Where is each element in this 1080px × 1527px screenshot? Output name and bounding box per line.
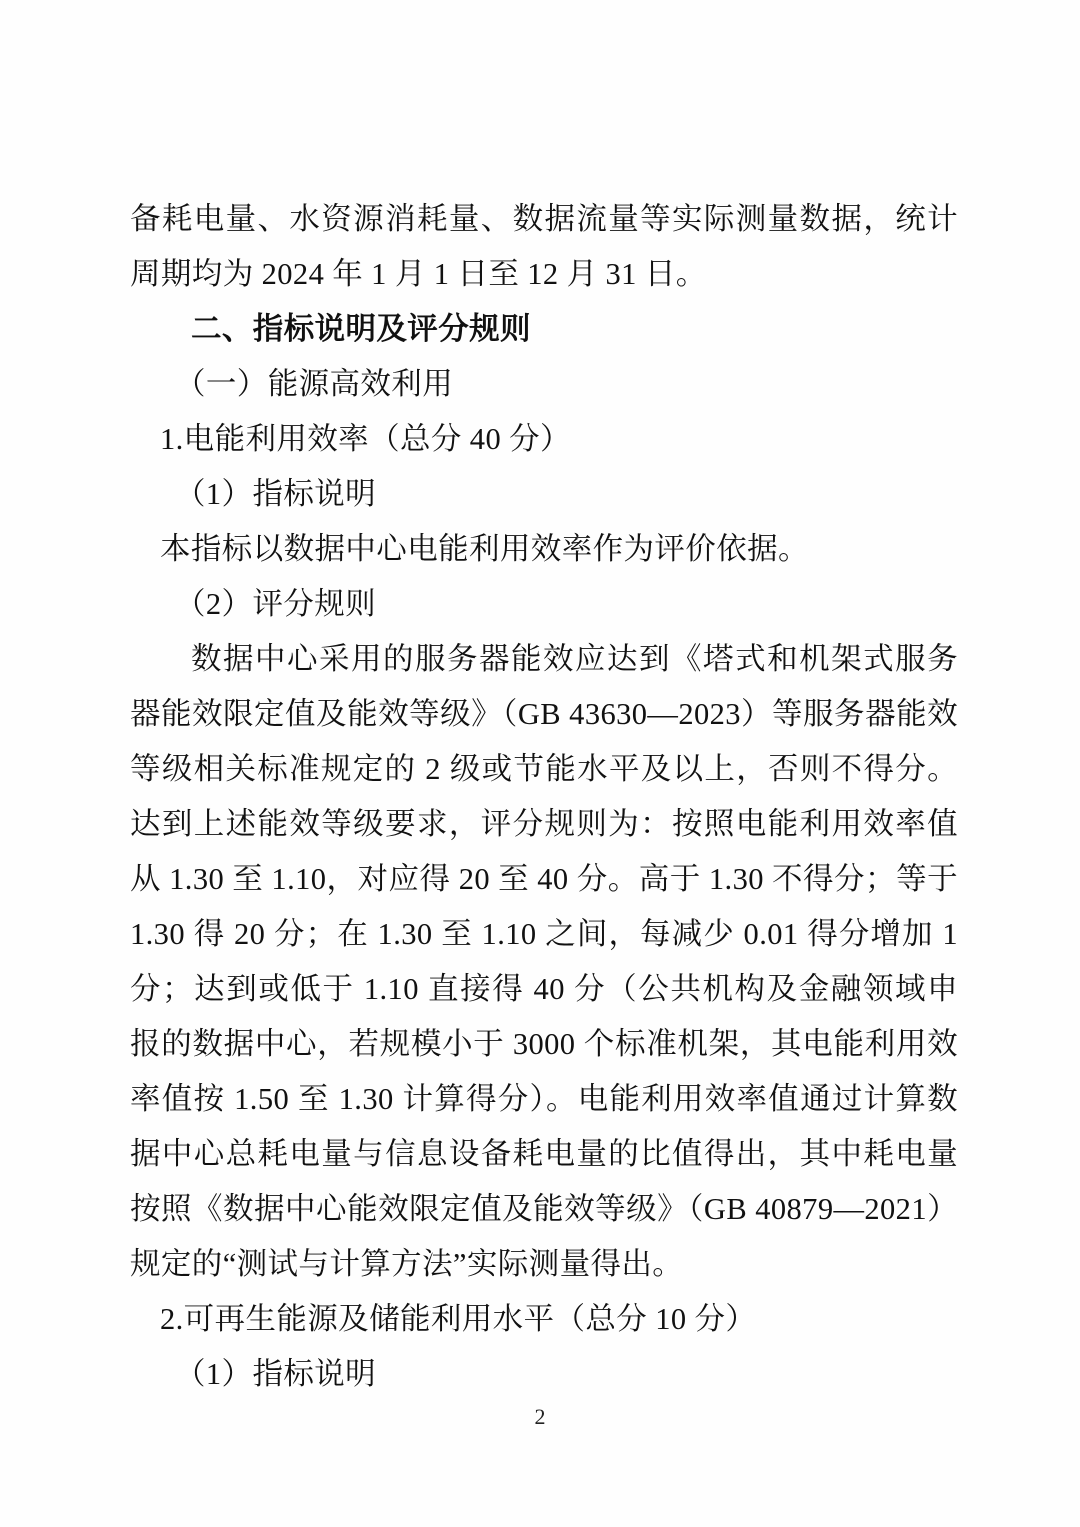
paragraph-measurement-data: 备耗电量、水资源消耗量、数据流量等实际测量数据，统计周期均为 2024 年 1 月 1 日至 12 月 31 日。 [130,202,958,291]
label-scoring-rule-1: （2）评分规则 [175,587,377,621]
item-renewable-energy-storage: 2.可再生能源及储能利用水平（总分 10 分） [160,1302,757,1336]
label-indicator-description-1: （1）指标说明 [175,477,377,511]
page-number: 2 [534,1404,546,1429]
paragraph-scoring-rule-body: 数据中心采用的服务器能效应达到《塔式和机架式服务器能效限定值及能效等级》（GB 43630—2023）等服务器能效等级相关标准规定的 2 级或节能水平及以上，否则不得分。达到上述能效等级要求，评分规则为：按照电能利用效率值从 1.30 至 1.10，对应得 20 至 40 分。高于 1.30 不得分；等于 1.30 得 20 分；在 1.30 至 1.10 之间，每减少 0.01 得分增加 1 分；达到或低于 1.10 直接得 40 分（公共机构及金融领域申报的数据中心，若规模小于 3000 个标准机架，其电能利用效率值按 1.50 至 1.30 计算得分）。电能利用效率值通过计算数据中心总耗电量与信息设备耗电量的比值得出，其中耗电量按照《数据中心能效限定值及能效等级》（GB 40879—2021）规定的“测试与计算方法”实际测量得出。 [130,642,958,1281]
item-power-usage-effectiveness: 1.电能利用效率（总分 40 分） [160,422,571,456]
paragraph-indicator-basis: 本指标以数据中心电能利用效率作为评价依据。 [160,532,809,566]
subheading-energy-efficiency: （一）能源高效利用 [175,367,454,401]
label-indicator-description-2: （1）指标说明 [175,1357,377,1391]
heading-indicator-description: 二、指标说明及评分规则 [191,312,531,346]
document-body [130,192,958,1402]
